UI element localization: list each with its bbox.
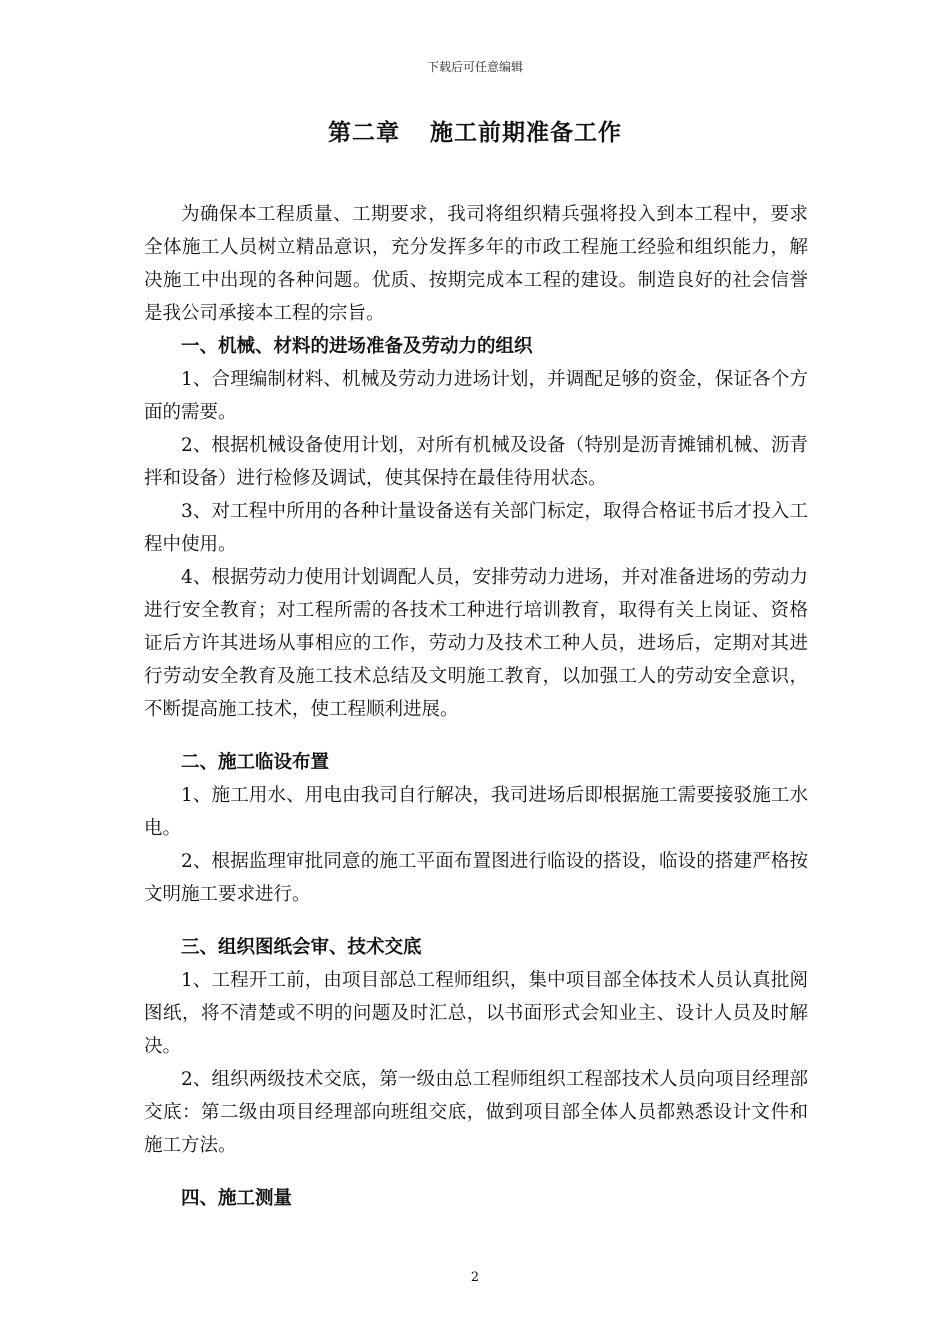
section-heading-4: 四、施工测量 (181, 1188, 293, 1209)
chapter-name: 施工前期准备工作 (430, 119, 622, 146)
chapter-number: 第二章 (328, 119, 400, 146)
section1-item-2: 2、根据机械设备使用计划，对所有机械及设备（特别是沥青摊铺机械、沥青拌和设备）进行检修及调试，使其保持在最佳待用状态。 (144, 435, 808, 489)
section-heading-3: 三、组织图纸会审、技术交底 (181, 937, 422, 958)
section2-item-2: 2、根据监理审批同意的施工平面布置图进行临设的搭设，临设的搭建严格按文明施工要求进行。 (144, 851, 808, 905)
section3-item-1: 1、工程开工前，由项目部总工程师组织，集中项目部全体技术人员认真批阅图纸，将不清楚或不明的问题及时汇总，以书面形式会知业主、设计人员及时解决。 (144, 970, 808, 1057)
section-heading-2: 二、施工临设布置 (181, 752, 330, 773)
intro-paragraph: 为确保本工程质量、工期要求，我司将组织精兵强将投入到本工程中，要求全体施工人员树立精品意识，充分发挥多年的市政工程施工经验和组织能力，解决施工中出现的各种问题。优质、按期完成本工程的建设。制造良好的社会信誉是我公司承接本工程的宗旨。 (144, 204, 808, 324)
page-header: 下载后可任意编辑 (426, 60, 523, 74)
section3-item-2: 2、组织两级技术交底，第一级由总工程师组织工程部技术人员向项目经理部交底：第二级由项目经理部向班组交底，做到项目部全体人员都熟悉设计文件和施工方法。 (144, 1069, 808, 1156)
chapter-title (0, 114, 950, 147)
section1-item-1: 1、合理编制材料、机械及劳动力进场计划，并调配足够的资金，保证各个方面的需要。 (144, 369, 808, 423)
section1-item-4: 4、根据劳动力使用计划调配人员，安排劳动力进场，并对准备进场的劳动力进行安全教育；对工程所需的各技术工种进行培训教育，取得有关上岗证、资格证后方许其进场从事相应的工作，劳动力及技术工种人员，进场后，定期对其进行劳动安全教育及施工技术总结及文明施工教育，以加强工人的劳动安全意识，不断提高施工技术，使工程顺利进展。 (144, 567, 808, 720)
section-heading-1: 一、机械、材料的进场准备及劳动力的组织 (181, 336, 533, 357)
section2-item-1: 1、施工用水、用电由我司自行解决，我司进场后即根据施工需要接驳施工水电。 (144, 785, 808, 839)
section1-item-3: 3、对工程中所用的各种计量设备送有关部门标定，取得合格证书后才投入工程中使用。 (144, 501, 808, 555)
document-body (144, 198, 808, 1215)
page-number: 2 (470, 1270, 480, 1285)
